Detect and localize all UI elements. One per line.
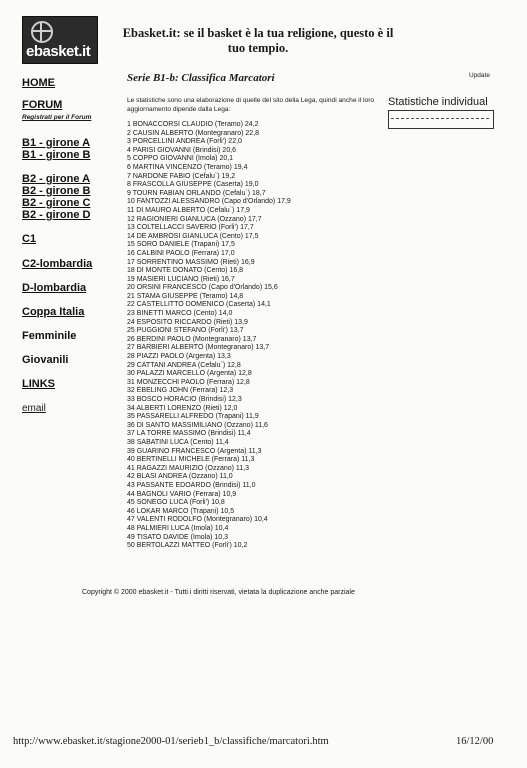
ranking-row: 24 ESPOSITO RICCARDO (Rieti) 13,9 (127, 318, 248, 326)
ranking-row: 13 COLTELLACCI SAVERIO (Forli') 17,7 (127, 224, 254, 232)
ranking-row: 20 ORSINI FRANCESCO (Capo d'Orlando) 15,6 (127, 284, 278, 292)
ranking-row: 14 DE AMBROSI GIANLUCA (Cento) 17,5 (127, 232, 259, 240)
scorers-ranking-list (127, 121, 291, 551)
ebasket-logo[interactable] (22, 16, 98, 64)
nav-d-lombardia[interactable]: D-lombardia (22, 282, 87, 294)
nav-links[interactable]: LINKS (22, 378, 55, 390)
ranking-row: 35 PASSARELLI ALFREDO (Trapani) 11,9 (127, 413, 259, 421)
ranking-row: 26 BERDINI PAOLO (Montegranaro) 13,7 (127, 335, 257, 343)
nav-b2-girone-a[interactable]: B2 - girone A (22, 173, 91, 185)
ranking-row: 49 TISATO DAVIDE (Imola) 10,3 (127, 533, 229, 541)
ranking-row: 39 GUARINO FRANCESCO (Argenta) 11,3 (127, 447, 262, 455)
ranking-row: 15 SORO DANIELE (Trapani) 17,5 (127, 241, 235, 249)
ranking-row: 11 DI MAURO ALBERTO (Cefalu`) 17,9 (127, 206, 250, 214)
ranking-row: 41 RAGAZZI MAURIZIO (Ozzano) 11,3 (127, 464, 250, 472)
update-label: Update (469, 72, 490, 79)
ranking-row: 29 CATTANI ANDREA (Cefalu`) 12,8 (127, 361, 241, 369)
ranking-row: 42 BLASI ANDREA (Ozzano) 11,0 (127, 473, 233, 481)
nav-b1-girone-b[interactable]: B1 - girone B (22, 149, 91, 161)
ranking-row: 10 FANTOZZI ALESSANDRO (Capo d'Orlando) 17,9 (127, 198, 291, 206)
nav-b1-girone-a[interactable]: B1 - girone A (22, 137, 91, 149)
ranking-row: 5 COPPO GIOVANNI (Imola) 20,1 (127, 155, 234, 163)
ranking-row: 18 DI MONTE DONATO (Cento) 16,8 (127, 267, 244, 275)
nav-b2-girone-d[interactable]: B2 - girone D (22, 209, 91, 221)
ranking-row: 19 MASIERI LUCIANO (Rieti) 16,7 (127, 275, 235, 283)
nav-forum-register[interactable]: Registrati per il Forum (22, 114, 92, 121)
nav-giovanili: Giovanili (22, 354, 69, 366)
ranking-row: 23 BINETTI MARCO (Cento) 14,0 (127, 310, 233, 318)
nav-forum[interactable]: FORUM (22, 99, 63, 111)
ranking-row: 27 BARBIERI ALBERTO (Montegranaro) 13,7 (127, 344, 270, 352)
stats-header: Statistiche individual (388, 96, 488, 108)
ranking-row: 25 PUGGIONI STEFANO (Forli') 13,7 (127, 327, 244, 335)
print-date: 16/12/00 (456, 736, 494, 747)
intro-text: Le statistiche sono una elaborazione di quelle del sito della Lega, quindi anche il loro aggiornamento dipende dalla Lega: (127, 97, 375, 113)
nav-email[interactable]: email (22, 403, 46, 414)
ranking-row: 28 PIAZZI PAOLO (Argenta) 13,3 (127, 353, 231, 361)
nav-c1[interactable]: C1 (22, 233, 37, 245)
ranking-row: 9 TOURN FABIAN ORLANDO (Cefalu`) 18,7 (127, 189, 266, 197)
print-url: http://www.ebasket.it/stagione2000-01/serieb1_b/classifiche/marcatori.htm (13, 736, 329, 747)
nav-c2-lombardia[interactable]: C2-lombardia (22, 258, 93, 270)
ranking-row: 2 CAUSIN ALBERTO (Montegranaro) 22,8 (127, 129, 260, 137)
site-tagline: Ebasket.it: se il basket è la tua religione, questo è il tuo tempio. (122, 26, 394, 55)
ranking-row: 4 PARISI GIOVANNI (Brindisi) 20,6 (127, 146, 237, 154)
ranking-row: 8 FRASCOLLA GIUSEPPE (Caserta) 19,0 (127, 181, 259, 189)
ranking-row: 44 BAGNOLI VARIO (Ferrara) 10,9 (127, 490, 237, 498)
ranking-row: 21 STAMA GIUSEPPE (Teramo) 14,8 (127, 292, 244, 300)
nav-femminile: Femminile (22, 330, 77, 342)
ranking-row: 7 NARDONE FABIO (Cefalu`) 19,2 (127, 172, 236, 180)
ranking-row: 38 SABATINI LUCA (Cento) 11,4 (127, 438, 229, 446)
ranking-row: 1 BONACCORSI CLAUDIO (Teramo) 24,2 (127, 121, 259, 128)
ranking-row: 16 CALBINI PAOLO (Ferrara) 17,0 (127, 249, 235, 257)
ranking-row: 45 SONEGO LUCA (Forli') 10,8 (127, 499, 225, 507)
nav-b2-girone-b[interactable]: B2 - girone B (22, 185, 91, 197)
ranking-row: 50 BERTOLAZZI MATTEO (Forli') 10,2 (127, 542, 248, 550)
ranking-row: 32 EBELING JOHN (Ferrara) 12,3 (127, 387, 234, 395)
ranking-row: 40 BERTINELLI MICHELE (Ferrara) 11,3 (127, 456, 255, 464)
logo-text: ebasket.it (26, 43, 91, 60)
ranking-row: 46 LOKAR MARCO (Trapani) 10,5 (127, 507, 235, 515)
ranking-row: 30 PALAZZI MARCELLO (Argenta) 12,8 (127, 370, 252, 378)
nav-home[interactable]: HOME (22, 77, 55, 89)
ranking-row: 37 LA TORRE MASSIMO (Brindisi) 11,4 (127, 430, 251, 438)
ranking-row: 22 CASTELLITTO DOMENICO (Caserta) 14,1 (127, 301, 271, 309)
ranking-row: 3 PORCELLINI ANDREA (Forli') 22,0 (127, 138, 242, 146)
copyright-text: Copyright © 2000 ebasket.it - Tutti i diritti riservati, vietata la duplicazione anche parziale (82, 589, 355, 596)
ranking-row: 12 RAGIONIERI GIANLUCA (Ozzano) 17,7 (127, 215, 262, 223)
page-title: Serie B1-b: Classifica Marcatori (127, 72, 275, 84)
ranking-row: 43 PASSANTE EDOARDO (Brindisi) 11,0 (127, 481, 256, 489)
nav-b2-girone-c[interactable]: B2 - girone C (22, 197, 91, 209)
ranking-row: 48 PALMIERI LUCA (Imola) 10,4 (127, 524, 229, 532)
ranking-row: 47 VALENTI RODOLFO (Montegranaro) 10,4 (127, 516, 268, 524)
stats-select[interactable] (388, 110, 494, 129)
ranking-row: 33 BOSCO HORACIO (Brindisi) 12,3 (127, 396, 242, 403)
nav-coppa-italia[interactable]: Coppa Italia (22, 306, 85, 318)
basketball-icon (31, 21, 53, 43)
ranking-row: 17 SORRENTINO MASSIMO (Rieti) 16,9 (127, 258, 255, 266)
ranking-row: 34 ALBERTI LORENZO (Rieti) 12,0 (127, 404, 238, 412)
ranking-row: 6 MARTINA VINCENZO (Teramo) 19,4 (127, 163, 248, 171)
ranking-row: 31 MONZECCHI PAOLO (Ferrara) 12,8 (127, 378, 250, 386)
ranking-row: 36 DI SANTO MASSIMILIANO (Ozzano) 11,6 (127, 421, 268, 429)
